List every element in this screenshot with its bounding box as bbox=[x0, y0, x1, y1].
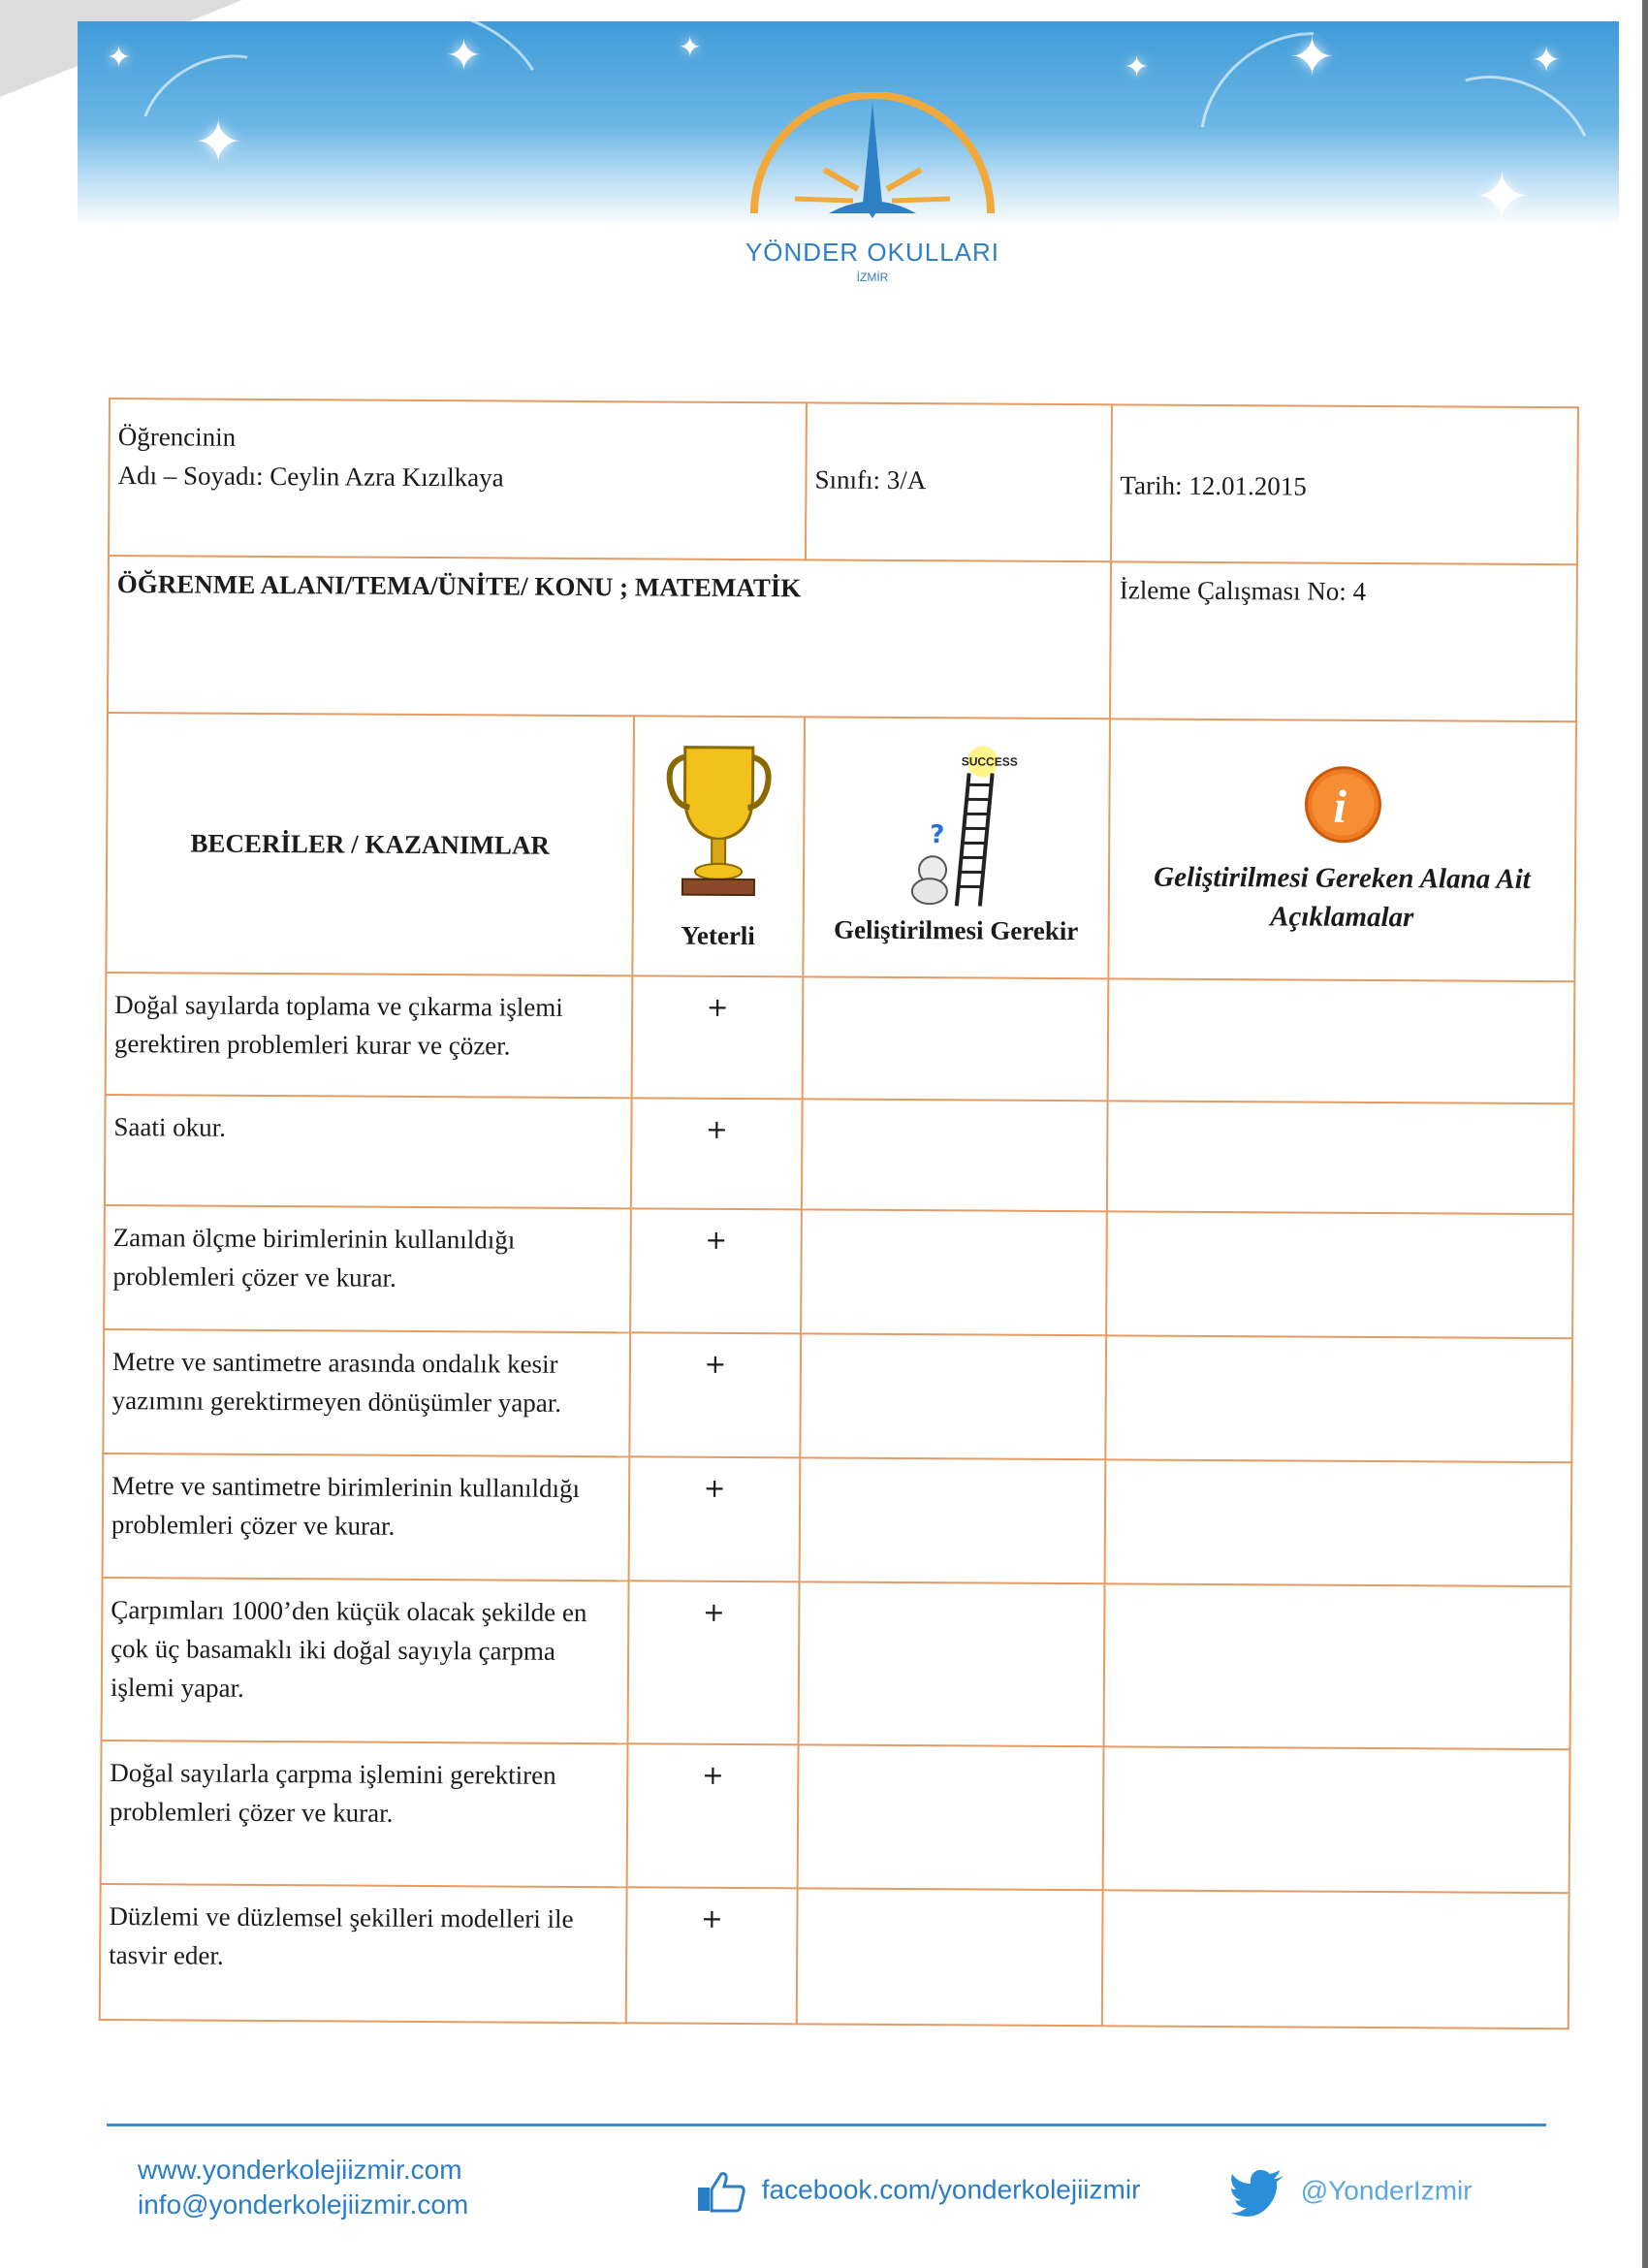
sufficient-mark: + bbox=[628, 1581, 800, 1744]
skill-cell: Zaman ölçme birimlerinin kullanıldığı problemleri çözer ve kurar. bbox=[104, 1205, 631, 1332]
sufficient-mark: + bbox=[626, 1887, 798, 2024]
notes-cell bbox=[1106, 1211, 1573, 1338]
assessment-table bbox=[99, 398, 1579, 2029]
needs-improvement-header bbox=[803, 717, 1110, 978]
star-icon: ✦ bbox=[1532, 41, 1562, 80]
skill-cell: Doğal sayılarla çarpma işlemini gerektiren problemleri çözer ve kurar. bbox=[101, 1741, 628, 1887]
needs-improvement-cell bbox=[800, 1457, 1106, 1583]
notes-cell bbox=[1102, 1890, 1569, 2028]
notes-header-label-1: Geliştirilmesi Gereken Alana Ait bbox=[1154, 861, 1531, 895]
topic-row bbox=[108, 556, 1577, 721]
notes-cell bbox=[1108, 978, 1575, 1103]
needs-improvement-cell bbox=[800, 1333, 1106, 1459]
skills-header-label: BECERİLER / KAZANIMLAR bbox=[190, 828, 551, 860]
needs-improvement-cell bbox=[798, 1744, 1104, 1890]
sufficient-header-label: Yeterli bbox=[681, 920, 755, 951]
table-row bbox=[105, 1095, 1574, 1214]
subject-title: ÖĞRENME ALANI/TEMA/ÜNİTE/ KONU ; MATEMATİK bbox=[116, 569, 802, 603]
footer-facebook[interactable] bbox=[696, 2170, 1140, 2213]
needs-improvement-cell bbox=[799, 1581, 1105, 1746]
thumbs-up-icon bbox=[696, 2170, 746, 2213]
student-class: Sınıfı: 3/A bbox=[814, 464, 927, 495]
info-icon bbox=[1118, 762, 1568, 847]
school-logo bbox=[737, 92, 1008, 315]
table-row bbox=[100, 1884, 1569, 2028]
notes-cell bbox=[1103, 1746, 1570, 1893]
report-date: Tarih: 12.01.2015 bbox=[1120, 470, 1307, 501]
star-icon: ✦ bbox=[446, 31, 482, 80]
star-icon: ✦ bbox=[1474, 157, 1531, 237]
email-link[interactable]: info@yonderkolejiizmir.com bbox=[138, 2189, 469, 2220]
study-number: İzleme Çalışması No: 4 bbox=[1119, 575, 1367, 606]
class-cell bbox=[806, 402, 1112, 561]
table-row bbox=[106, 973, 1575, 1103]
sufficient-mark: + bbox=[629, 1456, 801, 1581]
notes-header-label-2: Açıklamalar bbox=[1270, 901, 1414, 934]
notes-header bbox=[1108, 719, 1576, 981]
skill-cell: Saati okur. bbox=[105, 1095, 632, 1208]
skill-cell: Metre ve santimetre arasında ondalık kesir yazımını gerektirmeyen dönüşümler yapar. bbox=[103, 1329, 630, 1456]
sufficient-mark: + bbox=[629, 1332, 801, 1457]
sufficient-header bbox=[632, 716, 805, 976]
success-sign-label: SUCCESS bbox=[961, 754, 1018, 769]
table-row bbox=[103, 1329, 1572, 1462]
needs-improvement-cell bbox=[797, 1888, 1103, 2026]
skill-cell: Çarpımları 1000’den küçük olacak şekilde en çok üç basamaklı iki doğal sayıyla çarpma işlemi yapar. bbox=[102, 1578, 629, 1743]
success-ladder-icon bbox=[812, 745, 1101, 911]
svg-text:i: i bbox=[1332, 781, 1347, 833]
svg-text:?: ? bbox=[929, 820, 944, 850]
footer-divider bbox=[107, 2124, 1546, 2126]
trophy-icon bbox=[638, 737, 800, 903]
twitter-bird-icon bbox=[1229, 2168, 1285, 2217]
study-number-cell bbox=[1110, 561, 1577, 721]
student-name: Adı – Soyadı: Ceylin Azra Kızılkaya bbox=[117, 461, 504, 493]
student-name-cell bbox=[109, 399, 807, 559]
notes-cell bbox=[1104, 1583, 1571, 1749]
column-header-row bbox=[106, 713, 1576, 981]
star-icon: ✦ bbox=[107, 41, 132, 75]
notes-cell bbox=[1105, 1335, 1572, 1462]
facebook-link[interactable]: facebook.com/yonderkolejiizmir bbox=[761, 2174, 1141, 2205]
twitter-handle[interactable]: @YonderIzmir bbox=[1300, 2175, 1473, 2206]
skills-header bbox=[106, 713, 634, 975]
star-icon: ✦ bbox=[679, 31, 702, 63]
notes-cell bbox=[1107, 1101, 1574, 1214]
table-row bbox=[102, 1578, 1571, 1749]
footer-twitter[interactable] bbox=[1229, 2168, 1473, 2217]
notes-cell bbox=[1105, 1459, 1572, 1586]
student-label: Öğrencinin bbox=[117, 422, 237, 452]
sufficient-mark: + bbox=[627, 1743, 799, 1888]
star-icon: ✦ bbox=[194, 109, 243, 176]
table-row bbox=[101, 1741, 1570, 1893]
needs-improvement-cell bbox=[802, 1099, 1108, 1211]
sufficient-mark: + bbox=[630, 1208, 802, 1333]
sufficient-mark: + bbox=[631, 1098, 803, 1209]
skill-cell: Düzlemi ve düzlemsel şekilleri modelleri ile tasvir eder. bbox=[100, 1884, 627, 2023]
scan-edge bbox=[1642, 0, 1648, 2268]
star-icon: ✦ bbox=[1125, 50, 1150, 84]
needs-improvement-cell bbox=[801, 1209, 1107, 1335]
table-row bbox=[104, 1205, 1573, 1338]
student-info-row bbox=[109, 399, 1578, 564]
needs-improvement-label: Geliştirilmesi Gerekir bbox=[833, 914, 1079, 946]
sufficient-mark: + bbox=[632, 975, 804, 1099]
website-link[interactable]: www.yonderkolejiizmir.com bbox=[138, 2155, 462, 2185]
school-city: İZMİR bbox=[856, 271, 889, 284]
needs-improvement-cell bbox=[803, 976, 1109, 1101]
subject-cell bbox=[108, 556, 1111, 719]
skill-cell: Doğal sayılarda toplama ve çıkarma işlemi gerektiren problemleri kurar ve çözer. bbox=[106, 973, 633, 1098]
school-name: YÖNDER OKULLARI bbox=[745, 238, 1000, 267]
table-row bbox=[103, 1453, 1572, 1586]
date-cell bbox=[1111, 404, 1578, 564]
footer-contact bbox=[138, 2153, 468, 2222]
skill-cell: Metre ve santimetre birimlerinin kullanıldığı problemleri çözer ve kurar. bbox=[103, 1453, 630, 1581]
star-icon: ✦ bbox=[1289, 26, 1335, 89]
